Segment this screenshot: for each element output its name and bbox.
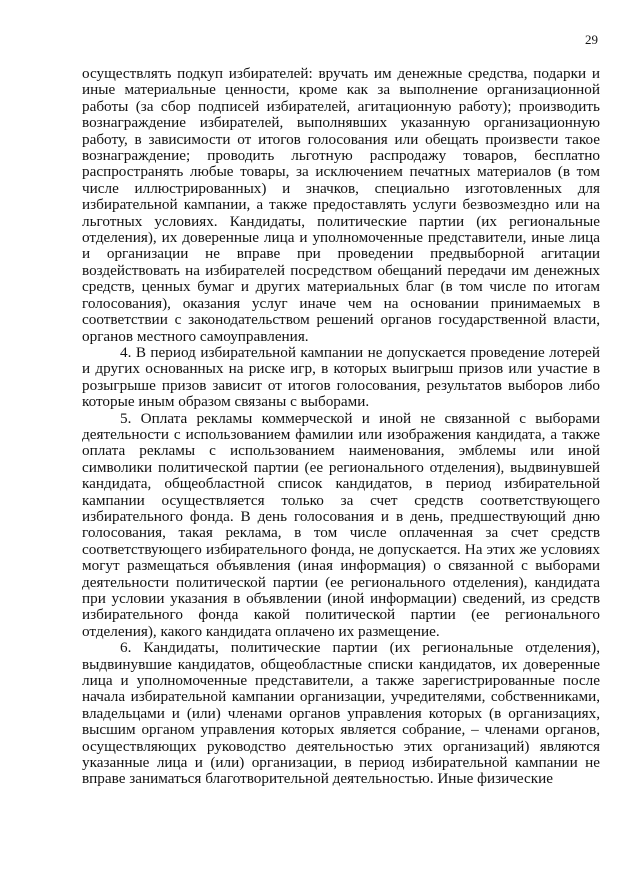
paragraph-bribery-prohibition: осуществлять подкуп избирателей: вручать им денежные средства, подарки и иные материальные ценности, кроме как за выполнение организационной работы (за сбор подписей избирателей, агитационную работу); производить вознаграждение избирателей, выполнявших указанную организационную работу, в зависимости от итогов голосования или обещать произвести такое вознаграждение; проводить льготную распродажу товаров, бесплатно распространять любые товары, за исключением печатных материалов (в том числе иллюстрированных) и значков, специально изготовленных для избирательной кампании, а также предоставлять услуги безвозмездно или на льготных условиях. Кандидаты, политические партии (их региональные отделения), их доверенные лица и уполномоченные представители, иные лица и организации не вправе при проведении предвыборной агитации воздействовать на избирателей посредством обещаний передачи им денежных средств, ценных бумаг и других материальных благ (в том числе по итогам голосования), оказания услуг иначе чем на основании принимаемых в соответствии с законодательством решений органов государственной власти, органов местного самоуправления. bbox=[82, 65, 600, 345]
paragraph-item-6-charity: 6. Кандидаты, политические партии (их региональные отделения), выдвинувшие кандидатов, общеобластные списки кандидатов, их доверенные лица и уполномоченные представители, а также зарегистрированные после начала избирательной кампании организации, учредителями, собственниками, владельцами и (или) членами органов управления которых (в организациях, высшим органом управления которых является собрание, – членами органов, осуществляющих руководство деятельностью этих организаций) являются указанные лица и (или) организации, в период избирательной кампании не вправе заниматься благотворительной деятельностью. Иные физические bbox=[82, 639, 600, 788]
page-number: 29 bbox=[585, 32, 598, 47]
paragraph-item-5-advertising: 5. Оплата рекламы коммерческой и иной не связанной с выборами деятельности с использованием фамилии или изображения кандидата, а также оплата рекламы с использованием наименования, эмблемы или иной символики политической партии (ее регионального отделения), выдвинувшей кандидата, общеобластной список кандидатов, в период избирательной кампании осуществляется только за счет средств соответствующего избирательного фонда. В день голосования и в день, предшествующий дню голосования, такая реклама, в том числе оплаченная за счет средств соответствующего избирательного фонда, не допускается. На этих же условиях могут размещаться объявления (иная информация) о связанной с выборами деятельности политической партии (ее регионального отделения), кандидата при условии указания в объявлении (иной информации) сведений, из средств избирательного фонда какой политической партии (ее регионального отделения), какого кандидата оплачено их размещение. bbox=[82, 409, 600, 640]
document-body bbox=[82, 66, 600, 788]
paragraph-item-4-lotteries: 4. В период избирательной кампании не допускается проведение лотерей и других основанных на риске игр, в которых выигрыш призов или участие в розыгрыше призов зависит от итогов голосования, результатов выборов либо которые иным образом связаны с выборами. bbox=[82, 343, 600, 411]
